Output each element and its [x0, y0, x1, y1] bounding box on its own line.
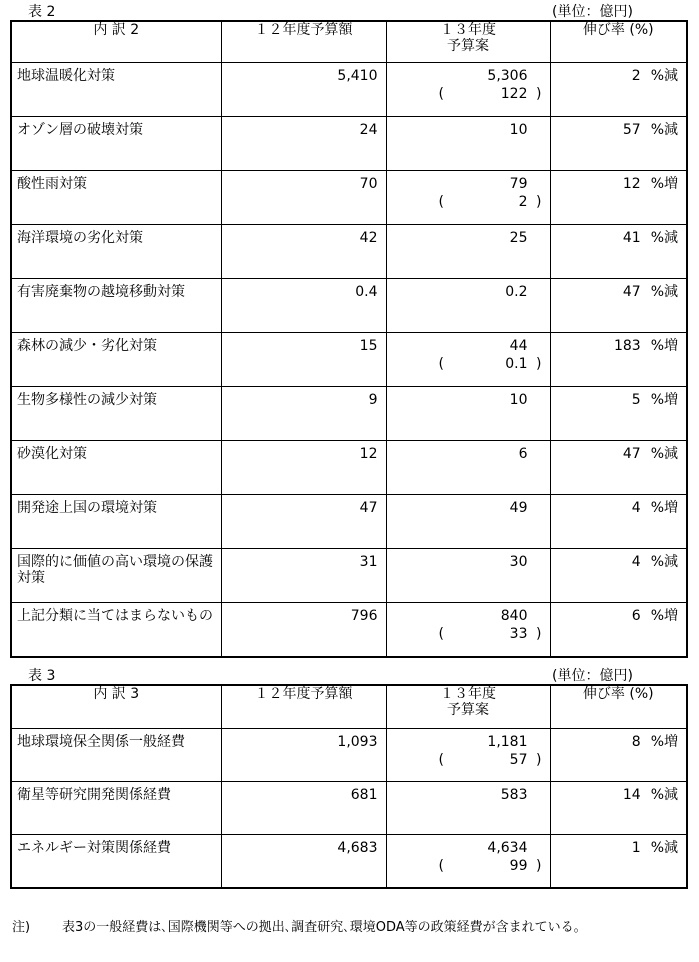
- growth-rate-value: 47: [622, 446, 641, 462]
- fy13-amount: [386, 333, 550, 387]
- fy12-value: 24: [359, 122, 378, 138]
- fy13-amount: [386, 279, 550, 333]
- row-label: 衛星等研究開発関係経費: [11, 782, 221, 835]
- fy13-sub-amount: [387, 194, 550, 210]
- table2-header-breakdown: 内 訳 2: [11, 21, 221, 63]
- table2-header-row: [11, 21, 687, 63]
- growth-rate: [550, 279, 687, 333]
- fy12-value: 681: [350, 787, 378, 803]
- table-row: [11, 279, 687, 333]
- fy13-sub-value: 2: [518, 194, 528, 210]
- table2-header-growth: 伸び率 (%): [550, 21, 687, 63]
- growth-rate: [550, 63, 687, 117]
- fy12-amount: [221, 782, 386, 835]
- fy12-value: 15: [359, 338, 378, 354]
- growth-rate: [550, 782, 687, 835]
- table3-unit: (単位：億円): [552, 668, 633, 684]
- row-label: 森林の減少・劣化対策: [11, 333, 221, 387]
- fy13-amount: [386, 441, 550, 495]
- fy13-sub-value: 0.1: [505, 356, 528, 372]
- close-paren: ): [536, 86, 542, 102]
- fy12-amount: [221, 279, 386, 333]
- fy13-sub-value: 122: [500, 86, 528, 102]
- row-label: 開発途上国の環境対策: [11, 495, 221, 549]
- table-row: [11, 225, 687, 279]
- table-row: [11, 782, 687, 835]
- fy13-value: 49: [509, 500, 528, 516]
- growth-rate: [550, 387, 687, 441]
- growth-rate-unit: %増: [650, 608, 678, 624]
- row-label: 上記分類に当てはまらないもの: [11, 603, 221, 658]
- growth-rate-unit: %増: [650, 500, 678, 516]
- growth-rate-unit: %減: [650, 284, 678, 300]
- fy13-sub-value: 57: [509, 752, 528, 768]
- growth-rate-unit: %減: [650, 840, 678, 856]
- growth-rate-unit: %減: [650, 446, 678, 462]
- table-row: [11, 63, 687, 117]
- table3-header-breakdown: 内 訳 3: [11, 685, 221, 729]
- fy12-value: 5,410: [337, 68, 378, 84]
- growth-rate-value: 183: [613, 338, 641, 354]
- table3-header-growth: 伸び率 (%): [550, 685, 687, 729]
- open-paren: (: [438, 356, 444, 372]
- row-label: 酸性雨対策: [11, 171, 221, 225]
- fy12-amount: [221, 603, 386, 658]
- fy13-amount: [386, 117, 550, 171]
- growth-rate-value: 57: [622, 122, 641, 138]
- fy12-value: 9: [368, 392, 378, 408]
- table-row: [11, 835, 687, 889]
- row-label: 国際的に価値の高い環境の保護対策: [11, 549, 221, 603]
- fy13-sub-amount: [387, 86, 550, 102]
- fy13-sub-value: 99: [509, 858, 528, 874]
- fy13-amount: [386, 782, 550, 835]
- growth-rate: [550, 171, 687, 225]
- row-label: オゾン層の破壊対策: [11, 117, 221, 171]
- table2-header-fy12: １２年度予算額: [221, 21, 386, 63]
- fy12-amount: [221, 333, 386, 387]
- table3: [10, 684, 688, 889]
- fy13-value: 25: [509, 230, 528, 246]
- row-label: 地球環境保全関係一般経費: [11, 729, 221, 782]
- fy12-value: 4,683: [337, 840, 378, 856]
- growth-rate-value: 4: [631, 554, 641, 570]
- fy12-value: 0.4: [355, 284, 378, 300]
- fy13-sub-value: 33: [509, 626, 528, 642]
- growth-rate-value: 4: [631, 500, 641, 516]
- fy12-amount: [221, 495, 386, 549]
- growth-rate-value: 41: [622, 230, 641, 246]
- fy13-amount: [386, 171, 550, 225]
- table-row: [11, 549, 687, 603]
- table3-header-fy13-line1: １３年度: [440, 686, 496, 702]
- table2-unit: (単位：億円): [552, 4, 633, 20]
- fy12-value: 796: [350, 608, 378, 624]
- fy13-sub-amount: [387, 356, 550, 372]
- fy12-value: 1,093: [337, 734, 378, 750]
- growth-rate-unit: %増: [650, 338, 678, 354]
- growth-rate-unit: %増: [650, 176, 678, 192]
- fy12-amount: [221, 117, 386, 171]
- fy13-value: 10: [509, 122, 528, 138]
- growth-rate-unit: %減: [650, 230, 678, 246]
- fy12-value: 70: [359, 176, 378, 192]
- table3-header-fy12: １２年度予算額: [221, 685, 386, 729]
- table2: [10, 20, 688, 658]
- fy12-amount: [221, 387, 386, 441]
- growth-rate: [550, 835, 687, 889]
- footnote-text: 表3の一般経費は､国際機関等への拠出､調査研究､環境ODA等の政策経費が含まれている。: [62, 920, 587, 935]
- growth-rate-value: 47: [622, 284, 641, 300]
- open-paren: (: [438, 86, 444, 102]
- fy13-value: 6: [518, 446, 528, 462]
- table2-header-fy13: [386, 21, 550, 63]
- growth-rate-value: 12: [622, 176, 641, 192]
- fy13-value: 10: [509, 392, 528, 408]
- growth-rate-value: 1: [631, 840, 641, 856]
- table3-body: [11, 729, 687, 889]
- open-paren: (: [438, 858, 444, 874]
- table-row: [11, 441, 687, 495]
- table-row: [11, 729, 687, 782]
- fy13-sub-amount: [387, 752, 550, 768]
- row-label: 砂漠化対策: [11, 441, 221, 495]
- footnote-mark: 注): [12, 920, 31, 935]
- table3-header-fy13-line2: 予算案: [447, 702, 489, 718]
- fy12-value: 31: [359, 554, 378, 570]
- fy13-amount: [386, 495, 550, 549]
- table3-header-row: [11, 685, 687, 729]
- fy13-value: 5,306: [487, 68, 528, 84]
- fy12-value: 42: [359, 230, 378, 246]
- fy12-amount: [221, 171, 386, 225]
- close-paren: ): [536, 356, 542, 372]
- growth-rate-unit: %減: [650, 68, 678, 84]
- fy13-value: 4,634: [487, 840, 528, 856]
- growth-rate-unit: %減: [650, 122, 678, 138]
- growth-rate-unit: %増: [650, 734, 678, 750]
- table3-header-fy13: [386, 685, 550, 729]
- growth-rate-unit: %減: [650, 554, 678, 570]
- row-label: 有害廃棄物の越境移動対策: [11, 279, 221, 333]
- growth-rate-value: 8: [631, 734, 641, 750]
- fy13-amount: [386, 549, 550, 603]
- fy13-sub-amount: [387, 858, 550, 874]
- fy13-amount: [386, 603, 550, 658]
- table2-body: [11, 63, 687, 658]
- close-paren: ): [536, 752, 542, 768]
- row-label: 地球温暖化対策: [11, 63, 221, 117]
- growth-rate: [550, 729, 687, 782]
- fy12-value: 47: [359, 500, 378, 516]
- fy13-value: 583: [500, 787, 528, 803]
- fy13-amount: [386, 835, 550, 889]
- table-row: [11, 333, 687, 387]
- fy13-value: 1,181: [487, 734, 528, 750]
- row-label: 海洋環境の劣化対策: [11, 225, 221, 279]
- table2-caption: 表 2: [28, 4, 56, 20]
- growth-rate-value: 6: [631, 608, 641, 624]
- fy12-amount: [221, 225, 386, 279]
- open-paren: (: [438, 752, 444, 768]
- fy13-amount: [386, 729, 550, 782]
- fy12-amount: [221, 835, 386, 889]
- growth-rate: [550, 225, 687, 279]
- fy12-amount: [221, 729, 386, 782]
- fy12-amount: [221, 441, 386, 495]
- open-paren: (: [438, 626, 444, 642]
- growth-rate: [550, 495, 687, 549]
- growth-rate: [550, 333, 687, 387]
- open-paren: (: [438, 194, 444, 210]
- fy13-sub-amount: [387, 626, 550, 642]
- fy12-value: 12: [359, 446, 378, 462]
- fy12-amount: [221, 63, 386, 117]
- fy13-amount: [386, 387, 550, 441]
- fy13-amount: [386, 225, 550, 279]
- growth-rate-unit: %増: [650, 392, 678, 408]
- row-label: 生物多様性の減少対策: [11, 387, 221, 441]
- growth-rate: [550, 603, 687, 658]
- fy12-amount: [221, 549, 386, 603]
- table-row: [11, 495, 687, 549]
- table-row: [11, 171, 687, 225]
- row-label: エネルギー対策関係経費: [11, 835, 221, 889]
- table-row: [11, 387, 687, 441]
- growth-rate-value: 14: [622, 787, 641, 803]
- fy13-value: 79: [509, 176, 528, 192]
- fy13-value: 30: [509, 554, 528, 570]
- growth-rate: [550, 441, 687, 495]
- growth-rate: [550, 549, 687, 603]
- growth-rate-value: 2: [631, 68, 641, 84]
- table-row: [11, 117, 687, 171]
- growth-rate-unit: %減: [650, 787, 678, 803]
- table3-caption: 表 3: [28, 668, 56, 684]
- table2-header-fy13-line2: 予算案: [447, 38, 489, 54]
- close-paren: ): [536, 626, 542, 642]
- table2-header-fy13-line1: １３年度: [440, 22, 496, 38]
- growth-rate: [550, 117, 687, 171]
- growth-rate-value: 5: [631, 392, 641, 408]
- fy13-amount: [386, 63, 550, 117]
- fy13-value: 0.2: [505, 284, 528, 300]
- fy13-value: 840: [500, 608, 528, 624]
- close-paren: ): [536, 194, 542, 210]
- fy13-value: 44: [509, 338, 528, 354]
- table-row: [11, 603, 687, 658]
- close-paren: ): [536, 858, 542, 874]
